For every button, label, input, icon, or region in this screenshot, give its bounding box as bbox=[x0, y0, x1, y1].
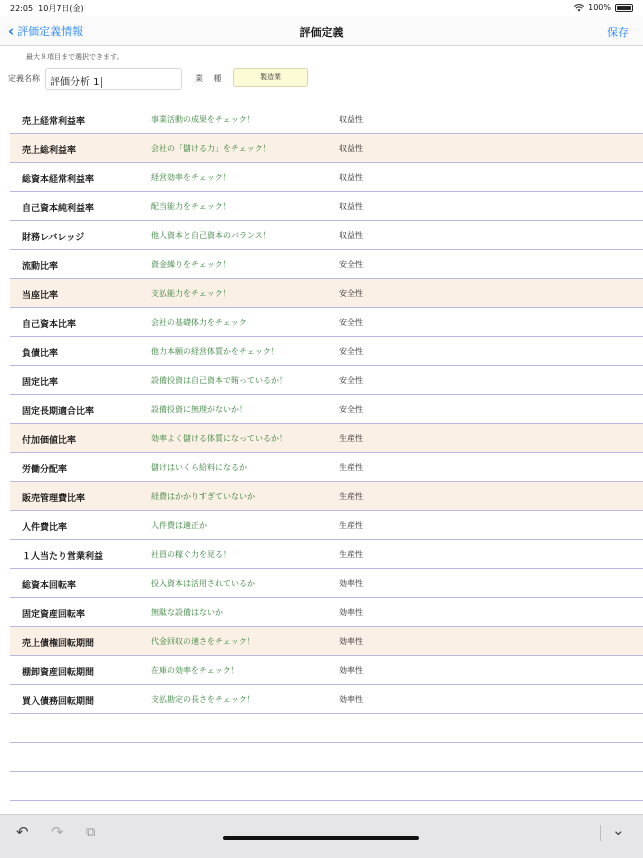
metric-list bbox=[10, 105, 643, 801]
metric-category: 収益性 bbox=[339, 231, 363, 240]
metric-row[interactable] bbox=[10, 163, 643, 192]
metric-name: 買入債務回転期間 bbox=[22, 697, 95, 707]
metric-description: 支払能力をチェック！ bbox=[151, 289, 231, 298]
metric-category: 効率性 bbox=[339, 579, 363, 588]
metric-row[interactable] bbox=[10, 656, 643, 685]
metric-row[interactable] bbox=[10, 221, 643, 250]
metric-description: 支払勘定の長さをチェック！ bbox=[151, 695, 255, 704]
metric-row[interactable] bbox=[10, 308, 643, 337]
empty-row bbox=[10, 714, 643, 743]
metric-name: 固定長期適合比率 bbox=[22, 407, 95, 417]
metric-category: 生産性 bbox=[339, 550, 363, 559]
metric-name: 売上債権回転期間 bbox=[22, 639, 95, 649]
metric-category: 生産性 bbox=[339, 521, 363, 530]
metric-category: 安全性 bbox=[339, 260, 363, 269]
save-button[interactable]: 保存 bbox=[607, 26, 629, 39]
metric-name: 流動比率 bbox=[22, 262, 59, 272]
metric-category: 安全性 bbox=[339, 347, 363, 356]
metric-category: 安全性 bbox=[339, 405, 363, 414]
metric-category: 収益性 bbox=[339, 202, 363, 211]
metric-row[interactable] bbox=[10, 134, 643, 163]
battery-percent: 100% bbox=[588, 3, 611, 12]
metric-description: 他人資本と自己資本のバランス！ bbox=[151, 231, 271, 240]
metric-category: 収益性 bbox=[339, 115, 363, 124]
metric-row[interactable] bbox=[10, 250, 643, 279]
metric-category: 生産性 bbox=[339, 434, 363, 443]
metric-name: 付加価値比率 bbox=[22, 436, 77, 446]
industry-select-button[interactable]: 製造業 bbox=[233, 68, 308, 87]
metric-row[interactable] bbox=[10, 279, 643, 308]
metric-name: 売上総利益率 bbox=[22, 146, 77, 156]
battery-icon bbox=[615, 4, 633, 12]
metric-name: 負債比率 bbox=[22, 349, 59, 359]
metric-row[interactable] bbox=[10, 569, 643, 598]
empty-row bbox=[10, 772, 643, 801]
status-date: 10月7日(金) bbox=[38, 4, 84, 13]
definition-name-value: 評価分析 1 bbox=[50, 77, 100, 88]
status-bar bbox=[0, 0, 643, 16]
metric-description: 在庫の効率をチェック！ bbox=[151, 666, 239, 675]
metric-name: 棚卸資産回転期間 bbox=[22, 668, 95, 678]
metric-description: 経営効率をチェック！ bbox=[151, 173, 231, 182]
redo-icon[interactable]: ↷ bbox=[51, 823, 64, 841]
metric-description: 儲けはいくら給料になるか bbox=[151, 463, 247, 472]
metric-description: 配当能力をチェック！ bbox=[151, 202, 231, 211]
text-cursor bbox=[101, 77, 102, 88]
page-title: 評価定義 bbox=[299, 26, 344, 39]
back-label: 評価定義情報 bbox=[17, 25, 84, 38]
metric-description: 設備投資は自己資本で賄っているか！ bbox=[151, 376, 287, 385]
metric-category: 効率性 bbox=[339, 637, 363, 646]
metric-category: 収益性 bbox=[339, 173, 363, 182]
metric-name: 固定資産回転率 bbox=[22, 610, 86, 620]
metric-name: 労働分配率 bbox=[22, 465, 68, 475]
metric-row[interactable] bbox=[10, 482, 643, 511]
status-right bbox=[574, 3, 633, 12]
definition-form bbox=[0, 68, 643, 90]
metric-description: 社員の稼ぐ力を見る！ bbox=[151, 550, 231, 559]
metric-row[interactable] bbox=[10, 395, 643, 424]
selection-hint: 最大８項目まで選択できます。 bbox=[26, 53, 124, 61]
metric-row[interactable] bbox=[10, 627, 643, 656]
metric-name: １人当たり営業利益 bbox=[22, 552, 104, 562]
metric-row[interactable] bbox=[10, 424, 643, 453]
keyboard-dismiss-icon[interactable]: ⌄ bbox=[612, 821, 625, 839]
metric-description: 会社の「儲ける力」をチェック！ bbox=[151, 144, 271, 153]
navigation-bar bbox=[0, 16, 643, 46]
metric-row[interactable] bbox=[10, 105, 643, 134]
metric-description: 投入資本は活用されているか bbox=[151, 579, 255, 588]
metric-description: 代金回収の速さをチェック！ bbox=[151, 637, 255, 646]
metric-name: 販売管理費比率 bbox=[22, 494, 86, 504]
metric-name: 当座比率 bbox=[22, 291, 59, 301]
metric-category: 効率性 bbox=[339, 695, 363, 704]
metric-name: 売上経常利益率 bbox=[22, 117, 86, 127]
metric-name: 自己資本純利益率 bbox=[22, 204, 95, 214]
undo-icon[interactable]: ↶ bbox=[16, 823, 29, 841]
metric-row[interactable] bbox=[10, 337, 643, 366]
toolbar-divider bbox=[600, 825, 601, 841]
industry-label: 業 種 bbox=[195, 74, 226, 83]
metric-category: 安全性 bbox=[339, 318, 363, 327]
empty-row bbox=[10, 743, 643, 772]
metric-name: 総資本経常利益率 bbox=[22, 175, 95, 185]
metric-category: 生産性 bbox=[339, 492, 363, 501]
metric-description: 人件費は適正か bbox=[151, 521, 207, 530]
metric-description: 他力本願の経営体質かをチェック！ bbox=[151, 347, 279, 356]
metric-category: 効率性 bbox=[339, 666, 363, 675]
metric-row[interactable] bbox=[10, 598, 643, 627]
metric-name: 総資本回転率 bbox=[22, 581, 77, 591]
metric-category: 収益性 bbox=[339, 144, 363, 153]
metric-description: 会社の基礎体力をチェック bbox=[151, 318, 247, 327]
home-indicator bbox=[223, 836, 419, 840]
metric-category: 生産性 bbox=[339, 463, 363, 472]
status-clock: 22:05 bbox=[10, 4, 34, 13]
metric-description: 事業活動の成果をチェック！ bbox=[151, 115, 255, 124]
metric-description: 経費はかかりすぎていないか bbox=[151, 492, 255, 501]
metric-category: 効率性 bbox=[339, 608, 363, 617]
metric-description: 無駄な設備はないか bbox=[151, 608, 223, 617]
definition-name-label: 定義名称 bbox=[8, 74, 40, 83]
metric-name: 人件費比率 bbox=[22, 523, 68, 533]
metric-description: 資金繰りをチェック！ bbox=[151, 260, 231, 269]
metric-category: 安全性 bbox=[339, 289, 363, 298]
metric-row[interactable] bbox=[10, 540, 643, 569]
metric-row[interactable] bbox=[10, 366, 643, 395]
status-time bbox=[10, 3, 84, 14]
wifi-icon bbox=[574, 4, 584, 12]
metric-row[interactable] bbox=[10, 453, 643, 482]
chevron-left-icon: ‹ bbox=[8, 21, 15, 40]
metric-row[interactable] bbox=[10, 192, 643, 221]
metric-category: 安全性 bbox=[339, 376, 363, 385]
metric-row[interactable] bbox=[10, 685, 643, 714]
metric-description: 効率よく儲ける体質になっているか！ bbox=[151, 434, 287, 443]
metric-name: 財務レバレッジ bbox=[22, 233, 85, 243]
paste-icon[interactable]: ⧉ bbox=[86, 825, 96, 840]
metric-row[interactable] bbox=[10, 511, 643, 540]
metric-name: 自己資本比率 bbox=[22, 320, 77, 330]
metric-description: 設備投資に無理がないか！ bbox=[151, 405, 247, 414]
definition-name-field[interactable] bbox=[45, 68, 182, 90]
metric-name: 固定比率 bbox=[22, 378, 59, 388]
